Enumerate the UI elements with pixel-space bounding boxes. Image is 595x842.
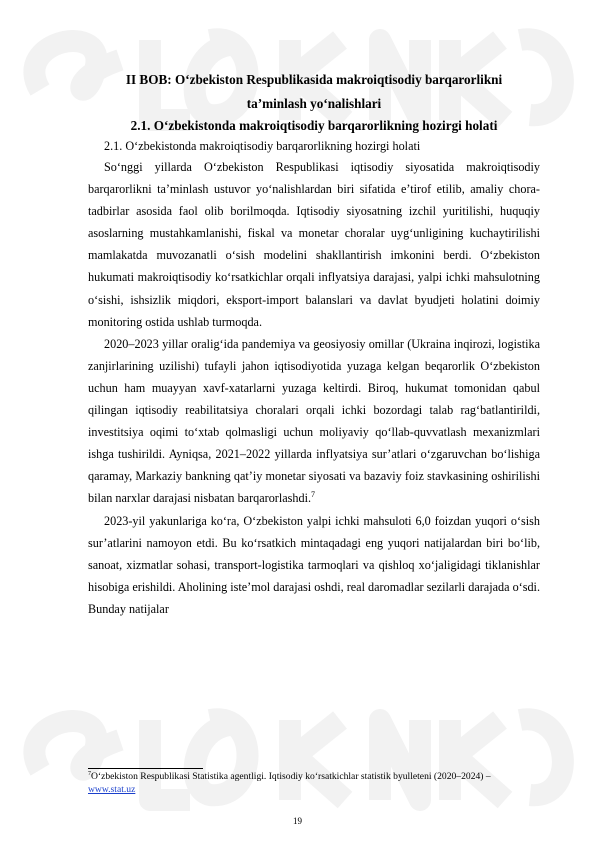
footnote-separator: [88, 768, 203, 769]
chapter-title-line-1: II BOB: O‘zbekiston Respublikasida makroiqtisodiy barqarorlikni: [125, 72, 503, 87]
chapter-title: [88, 68, 540, 116]
chapter-title-line-2: ta’minlash yo‘nalishlari: [246, 96, 382, 111]
footnote-text: O‘zbekiston Respublikasi Statistika agentligi. Iqtisodiy ko‘rsatkichlar statistik byulleteni (2020–2024) –: [91, 771, 491, 782]
footnote: [88, 771, 540, 796]
footnote-mark: 7: [88, 770, 91, 777]
paragraph-2: [88, 333, 540, 510]
paragraph-1: So‘nggi yillarda O‘zbekiston Respublikasi iqtisodiy siyosatida makroiqtisodiy barqarorlikni ta’minlash ustuvor yo‘nalishlardan biri sifatida e’tirof etilib, amaliy chora-tadbirlar asosida faol olib borilmoqda. Iqtisodiy siyosatning izchil yuritilishi, huquqiy asoslarning mustahkamlanishi, fiskal va monetar choralar uyg‘unligining kuchaytirilishi mamlakatda muvozanatli o‘sish modelini shakllantirish imkonini berdi. O‘zbekiston hukumati makroiqtisodiy ko‘rsatkichlar orqali inflyatsiya darajasi, yalpi ichki mahsulotning o‘sishi, ishsizlik miqdori, eksport-import balanslari va davlat byudjeti holatini doimiy monitoring ostida ushlab turmoqda.: [88, 160, 540, 329]
section-subtitle: 2.1. O‘zbekistonda makroiqtisodiy barqarorlikning hozirgi holati: [104, 139, 421, 153]
document-page: [88, 64, 540, 620]
footnote-reference[interactable]: 7: [311, 490, 316, 500]
footnote-link[interactable]: www.stat.uz: [88, 783, 136, 795]
paragraph-2-text: 2020–2023 yillar oralig‘ida pandemiya va geosiyosiy omillar (Ukraina inqirozi, logistika zanjirlarining uzilishi) tufayli jahon iqtisodiyotida yuzaga kelgan beqarorlik O‘zbekiston uchun ham muayyan xavf-xatarlarni yuzaga keltirdi. Biroq, hukumat tomonidan qabul qilingan iqtisodiy reabilitatsiya choralari orqali ichki bozordagi talab rag‘batlantirildi, investitsiya oqimi to‘xtab qolmasligi uchun moliyaviy qo‘llab-quvvatlash mexanizmlari ishga tushirildi. Ayniqsa, 2021–2022 yillarda inflyatsiya sur’atlari o‘zgaruvchan bo‘lishiga qaramay, Markaziy bankning qat’iy monetar siyosati va bazaviy foiz stavkasining oshirilishi bilan narxlar darajasi nisbatan barqarorlashdi.: [88, 336, 540, 506]
page-number: 19: [293, 816, 302, 826]
paragraph-3: 2023-yil yakunlariga ko‘ra, O‘zbekiston yalpi ichki mahsuloti 6,0 foizdan yuqori o‘sish sur’atlarini namoyon etdi. Bu ko‘rsatkich mintaqadagi eng yuqori natijalardan biri bo‘lib, sanoat, xizmatlar sohasi, transport-logistika tarmoqlari va qishloq xo‘jaligidagi tiklanishlar hisobiga erishildi. Aholining iste’mol darajasi oshdi, real daromadlar sezilarli darajada o‘sdi. Bunday natijalar: [88, 513, 540, 616]
section-title: 2.1. O‘zbekistonda makroiqtisodiy barqarorlikning hozirgi holati: [130, 118, 498, 133]
